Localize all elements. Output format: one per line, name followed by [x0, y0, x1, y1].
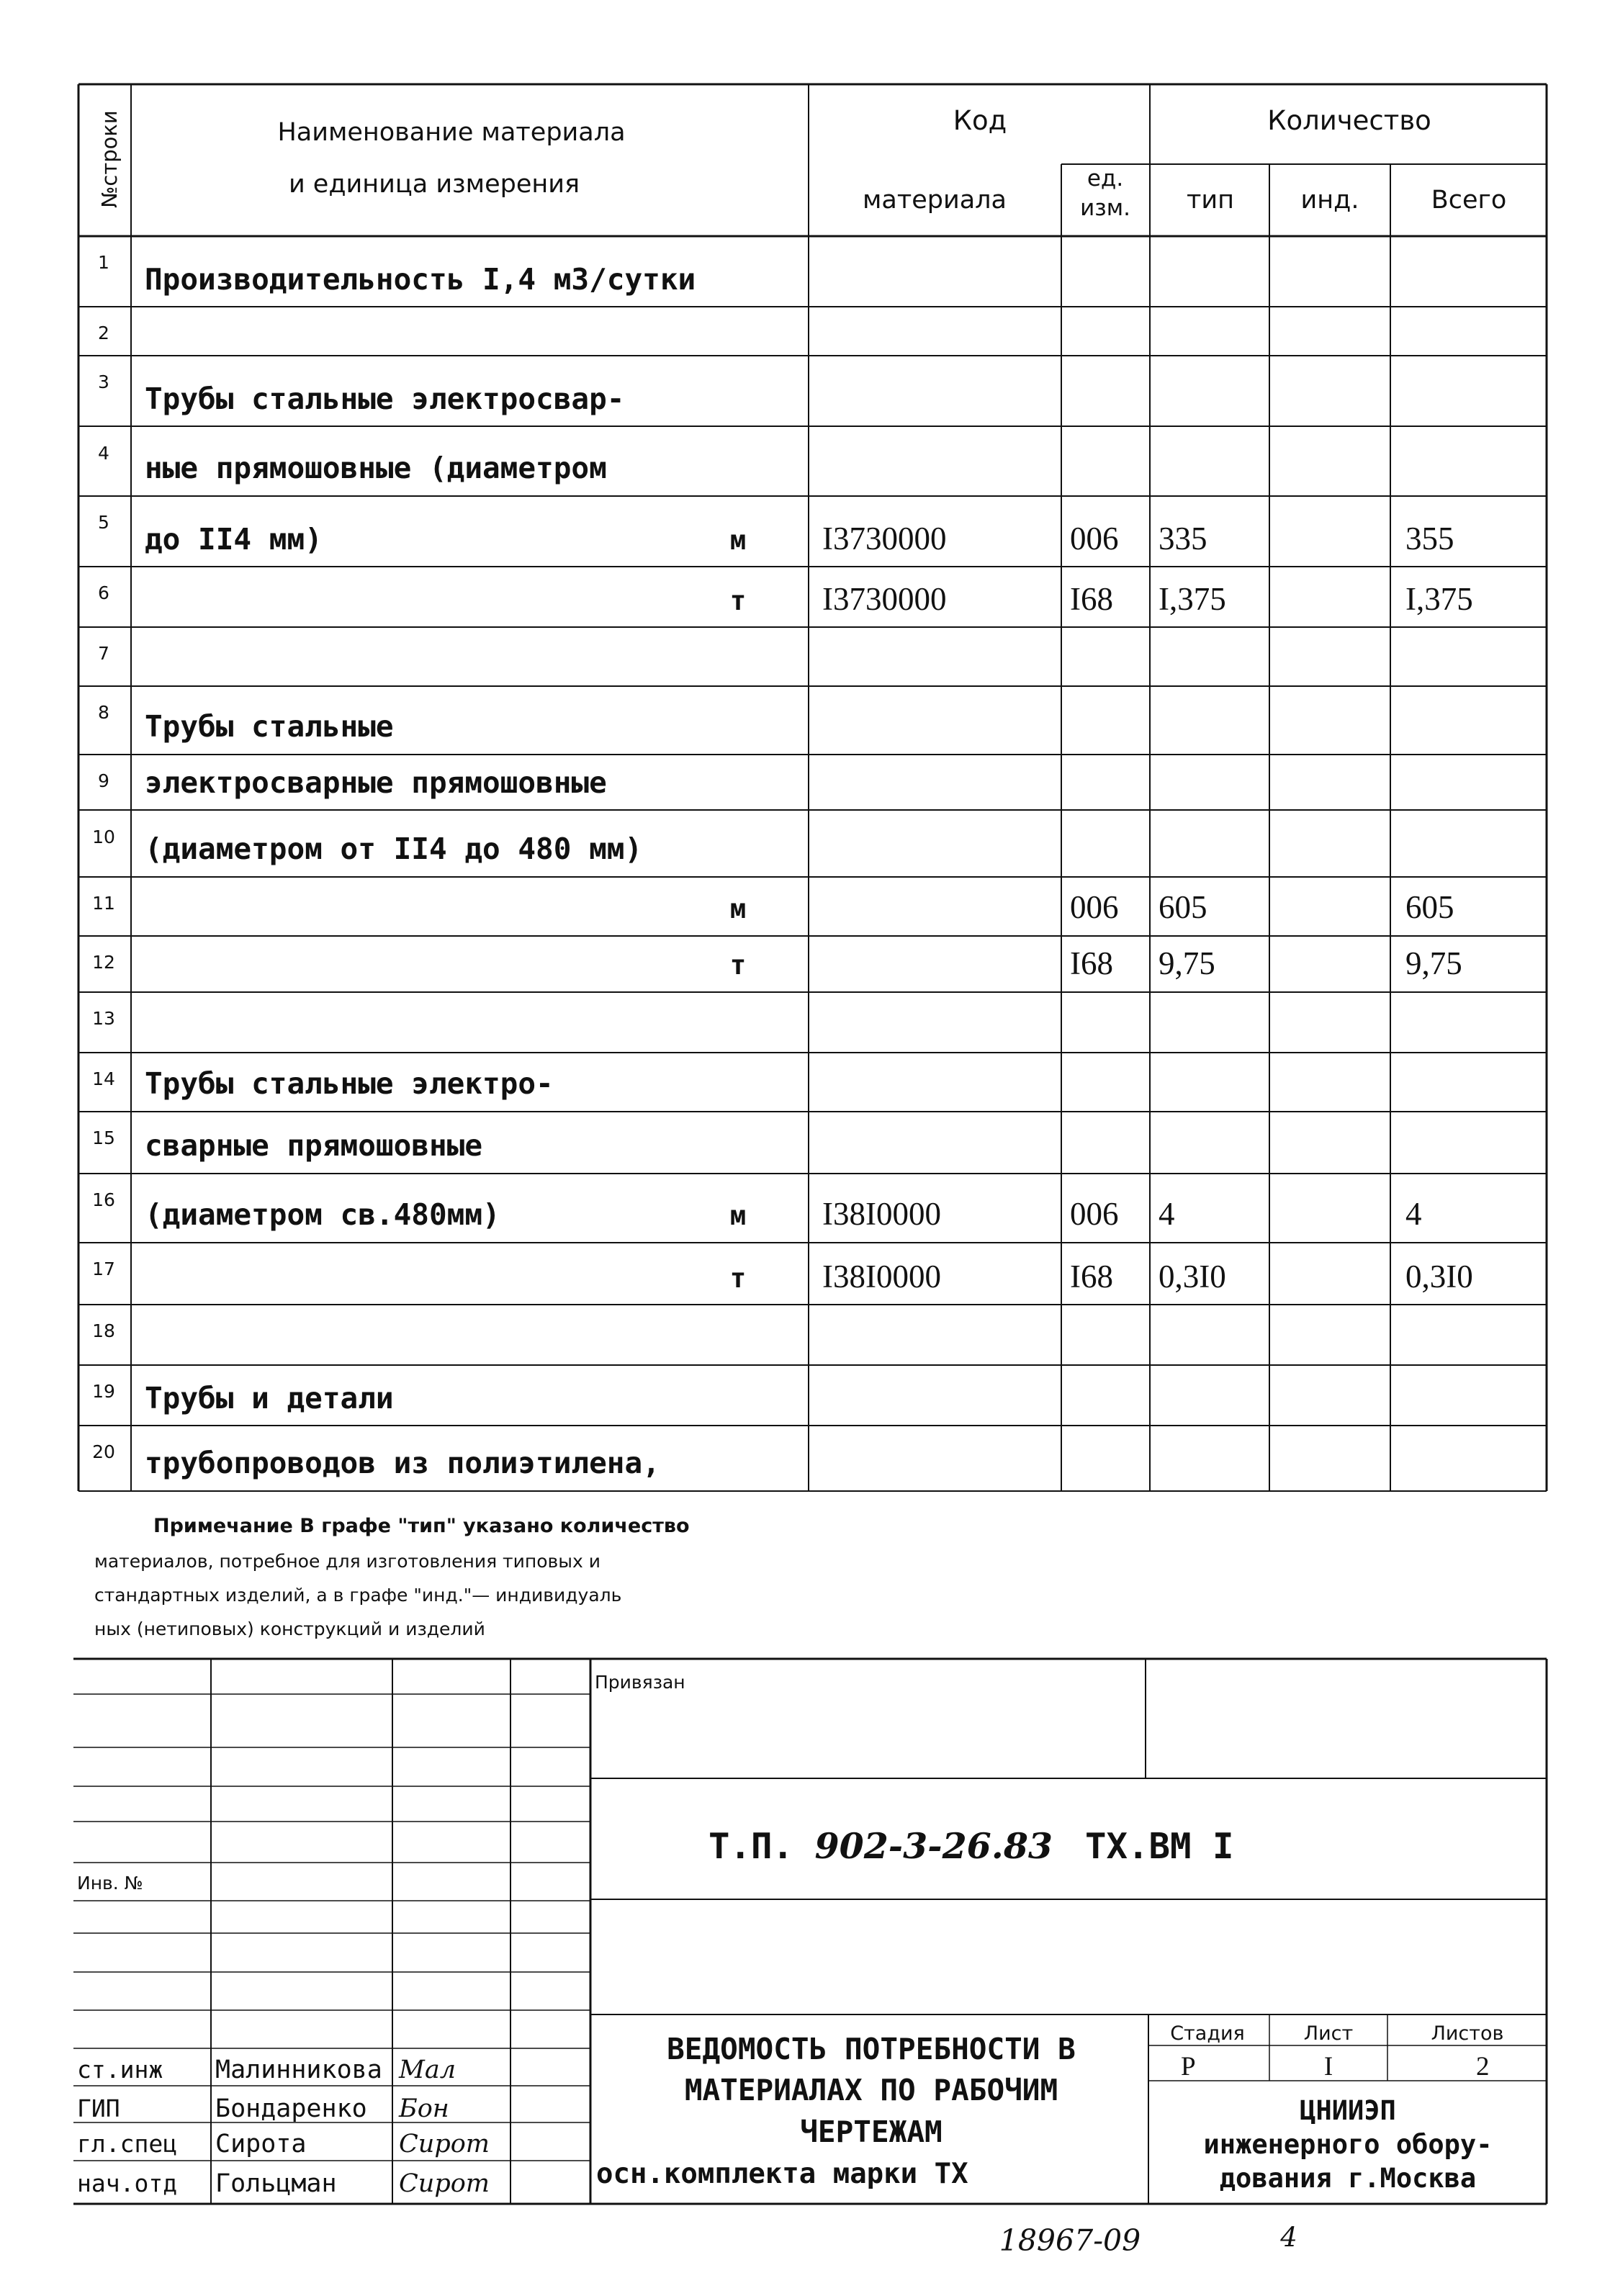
sheet-value: I — [1323, 2052, 1333, 2081]
header-typ: тип — [1186, 186, 1235, 215]
row-material-name: сварные прямошовные — [145, 1128, 482, 1163]
header-name-line2: и единица измерения — [288, 170, 580, 199]
drawing-designation: Т.П. 902-3-26.83 ТХ.ВМ I — [708, 1825, 1234, 1867]
signature-role: гл.спец — [77, 2130, 178, 2158]
header-material-code: материала — [862, 186, 1007, 215]
signature-role: ГИП — [77, 2094, 120, 2122]
row-unit: м — [729, 893, 747, 924]
row-material-code: I3730000 — [822, 581, 947, 617]
row-number: 6 — [98, 582, 109, 603]
row-quantity-total: 0,3I0 — [1405, 1259, 1473, 1295]
row-number: 1 — [98, 252, 109, 273]
row-number: 4 — [98, 443, 109, 464]
row-material-name: Трубы стальные электросвар- — [145, 382, 625, 416]
sheet-title-line: ВЕДОМОСТЬ ПОТРЕБНОСТИ В — [667, 2032, 1076, 2066]
row-unit-code: I68 — [1070, 945, 1113, 981]
note-line-1: Примечание В графе "тип" указано количество — [153, 1515, 690, 1537]
sheets-label: Листов — [1431, 2022, 1504, 2045]
row-quantity-typ: 605 — [1159, 889, 1207, 925]
signature-role: нач.отд — [77, 2169, 178, 2197]
row-quantity-typ: I,375 — [1159, 581, 1226, 617]
header-unit-code-1: ед. — [1087, 166, 1124, 192]
row-number: 8 — [98, 702, 109, 723]
row-number: 9 — [98, 770, 109, 791]
header-name-line1: Наименование материала — [277, 118, 626, 147]
row-quantity-total: 605 — [1405, 889, 1454, 925]
row-unit-code: 006 — [1070, 521, 1119, 557]
row-quantity-total: 9,75 — [1405, 945, 1462, 981]
row-quantity-total: I,375 — [1405, 581, 1473, 617]
row-number: 5 — [98, 512, 109, 533]
signature-name: Малинникова — [215, 2056, 382, 2084]
signature-mark: Сирот — [399, 2130, 490, 2158]
row-quantity-total: 355 — [1405, 521, 1454, 557]
form-text — [77, 105, 1506, 2258]
row-material-code: I38I0000 — [822, 1259, 941, 1295]
note-line-4: ных (нетиповых) конструкций и изделий — [94, 1619, 485, 1639]
row-unit: т — [729, 1263, 747, 1294]
signature-mark: Мал — [399, 2056, 456, 2084]
row-number: 12 — [92, 952, 115, 973]
row-number: 16 — [92, 1189, 115, 1210]
row-material-name: ные прямошовные (диаметром — [145, 451, 607, 485]
row-material-name: Трубы и детали — [145, 1381, 394, 1415]
row-material-name: (диаметром от II4 до 480 мм) — [145, 832, 643, 866]
header-total: Всего — [1431, 186, 1507, 215]
row-number: 15 — [92, 1127, 115, 1148]
sheet-title-line: МАТЕРИАЛАХ ПО РАБОЧИМ — [684, 2073, 1058, 2107]
signature-name: Бондаренко — [215, 2094, 367, 2123]
archive-number: 18967-09 — [999, 2223, 1141, 2258]
row-quantity-typ: 9,75 — [1159, 945, 1215, 981]
sheet-label: Лист — [1303, 2022, 1354, 2045]
signature-mark: Сирот — [399, 2169, 490, 2198]
signature-name: Сирота — [215, 2130, 307, 2158]
row-number: 11 — [92, 893, 115, 914]
row-quantity-total: 4 — [1405, 1196, 1422, 1232]
row-quantity-typ: 0,3I0 — [1159, 1259, 1226, 1295]
signature-name: Гольцман — [215, 2169, 337, 2198]
row-material-name: (диаметром св.480мм) — [145, 1197, 500, 1232]
row-unit-code: I68 — [1070, 581, 1113, 617]
row-number: 18 — [92, 1320, 115, 1341]
row-material-name: электросварные прямошовные — [145, 765, 607, 800]
row-unit-code: 006 — [1070, 889, 1119, 925]
row-number: 2 — [98, 323, 109, 343]
row-unit-code: 006 — [1070, 1196, 1119, 1232]
note-line-3: стандартных изделий, а в графе "инд."— индивидуаль — [94, 1585, 622, 1606]
organization-line-2: инженерного обору- — [1203, 2129, 1493, 2160]
stage-label: Стадия — [1170, 2022, 1245, 2045]
inventory-number-label: Инв. № — [77, 1873, 143, 1894]
row-number: 19 — [92, 1381, 115, 1402]
row-quantity-typ: 335 — [1159, 521, 1207, 557]
row-number: 3 — [98, 372, 109, 392]
row-number: 14 — [92, 1068, 115, 1089]
organization-line-1: ЦНИИЭП — [1300, 2095, 1396, 2126]
stage-value: Р — [1181, 2052, 1196, 2081]
signature-role: ст.инж — [77, 2056, 163, 2084]
row-material-code: I38I0000 — [822, 1196, 941, 1232]
sheets-value: 2 — [1476, 2052, 1490, 2081]
row-number: 13 — [92, 1008, 115, 1029]
row-number: 10 — [92, 827, 115, 847]
page-number: 4 — [1280, 2222, 1297, 2253]
row-material-code: I3730000 — [822, 521, 947, 557]
signature-mark: Бон — [399, 2094, 449, 2123]
row-unit: т — [729, 950, 747, 981]
header-row-number: №строки — [97, 110, 122, 208]
row-material-name: Трубы стальные электро- — [145, 1066, 554, 1101]
row-number: 17 — [92, 1259, 115, 1279]
sheet-title-line: осн.комплекта марки ТХ — [596, 2158, 968, 2190]
sheet-title-line: ЧЕРТЕЖАМ — [800, 2115, 943, 2149]
row-number: 20 — [92, 1441, 115, 1462]
header-unit-code-2: изм. — [1080, 195, 1130, 221]
row-material-name: до II4 мм) — [145, 522, 323, 557]
organization-line-3: дования г.Москва — [1219, 2163, 1477, 2194]
header-quantity: Количество — [1267, 105, 1431, 136]
row-number: 7 — [98, 643, 109, 664]
header-ind: инд. — [1300, 186, 1359, 215]
row-unit-code: I68 — [1070, 1259, 1113, 1295]
row-unit: м — [729, 1200, 747, 1231]
row-material-name: Производительность I,4 м3/сутки — [145, 262, 696, 297]
row-unit: т — [729, 585, 747, 616]
note-line-2: материалов, потребное для изготовления типовых и — [94, 1551, 600, 1572]
row-material-name: Трубы стальные — [145, 709, 394, 744]
row-material-name: трубопроводов из полиэтилена, — [145, 1446, 660, 1480]
header-code: Код — [953, 105, 1007, 136]
row-unit: м — [729, 525, 747, 556]
privyazan-label: Привязан — [595, 1672, 685, 1693]
row-quantity-typ: 4 — [1159, 1196, 1175, 1232]
